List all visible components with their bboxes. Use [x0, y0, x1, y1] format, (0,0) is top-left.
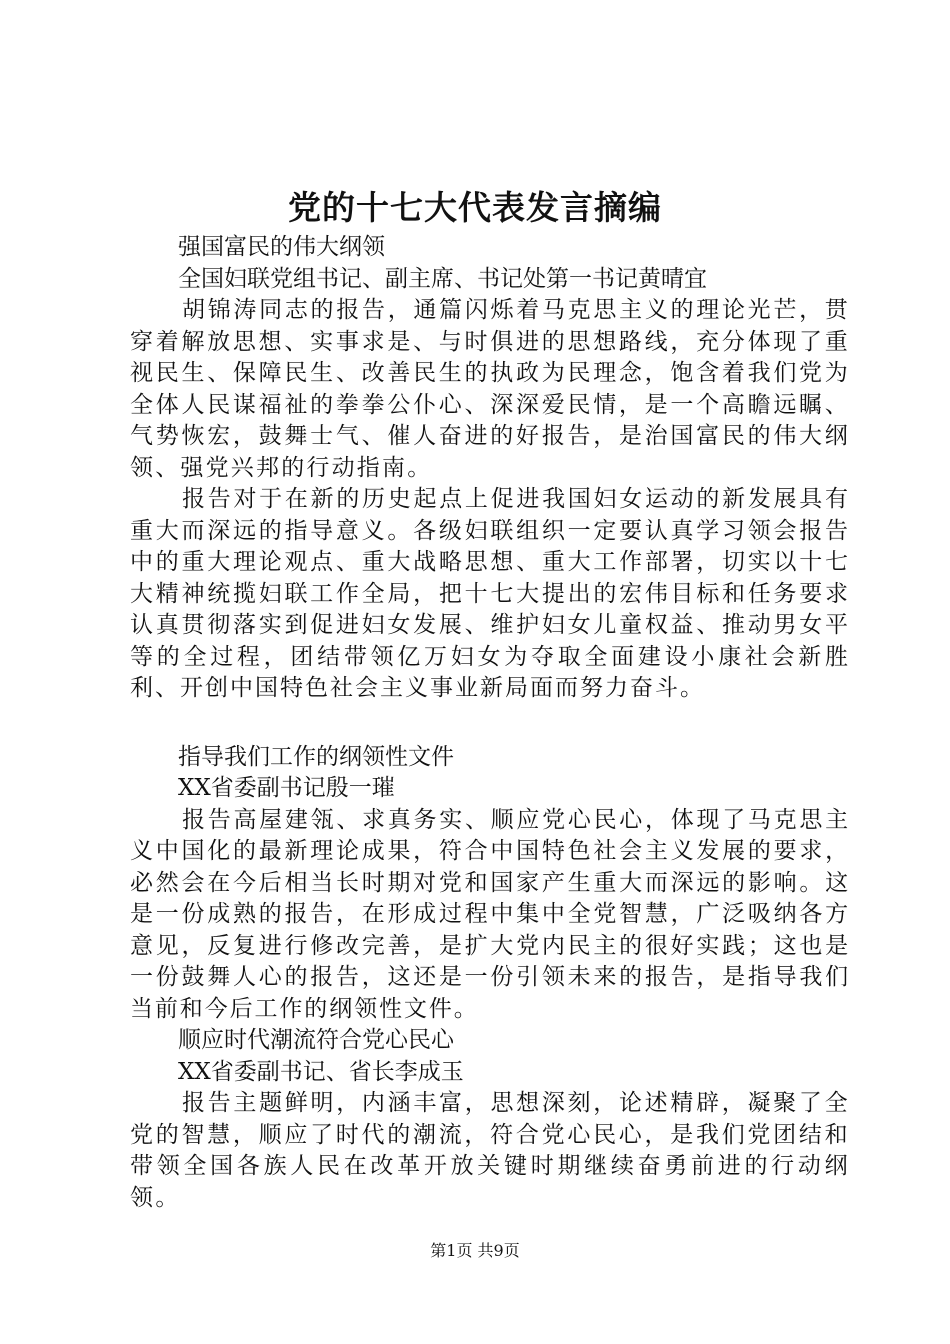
- section-speaker: XX省委副书记殷一璀: [178, 775, 395, 801]
- body-paragraph: 报告对于在新的历史起点上促进我国妇女运动的新发展具有重大而深远的指导意义。各级妇联组织一定要认真学习领会报告中的重大理论观点、重大战略思想、重大工作部署，切实以十七大精神统揽妇联工作全局，把十七大提出的宏伟目标和任务要求认真贯彻落实到促进妇女发展、维护妇女儿童权益、推动男女平等的全过程，团结带领亿万妇女为夺取全面建设小康社会新胜利、开创中国特色社会主义事业新局面而努力奋斗。: [130, 486, 850, 701]
- section-1: [130, 232, 850, 705]
- section-3: [130, 1025, 850, 1214]
- section-2: [130, 742, 850, 1026]
- document-title: 党的十七大代表发言摘编: [288, 188, 662, 227]
- section-speaker: 全国妇联党组书记、副主席、书记处第一书记黄晴宜: [178, 265, 707, 292]
- section-spacer: [130, 705, 850, 742]
- body-paragraph: 报告高屋建瓴、求真务实、顺应党心民心，体现了马克思主义中国化的最新理论成果，符合中国特色社会主义发展的要求，必然会在今后相当长时期对党和国家产生重大而深远的影响。这是一份成熟的报告，在形成过程中集中全党智慧，广泛吸纳各方意见，反复进行修改完善，是扩大党内民主的很好实践；这也是一份鼓舞人心的报告，这还是一份引领未来的报告，是指导我们当前和今后工作的纲领性文件。: [130, 806, 850, 1022]
- document-body: [130, 232, 850, 1214]
- section-heading: 指导我们工作的纲领性文件: [178, 743, 454, 770]
- page-number: 第1页 共9页: [430, 1241, 520, 1260]
- section-speaker: XX省委副书记、省长李成玉: [178, 1058, 464, 1085]
- section-heading: 顺应时代潮流符合党心民心: [178, 1027, 454, 1053]
- body-paragraph: 报告主题鲜明，内涵丰富，思想深刻，论述精辟，凝聚了全党的智慧，顺应了时代的潮流，符合党心民心，是我们党团结和带领全国各族人民在改革开放关键时期继续奋勇前进的行动纲领。: [130, 1090, 850, 1211]
- body-paragraph: 胡锦涛同志的报告，通篇闪烁着马克思主义的理论光芒，贯穿着解放思想、实事求是、与时俱进的思想路线，充分体现了重视民生、保障民生、改善民生的执政为民理念，饱含着我们党为全体人民谋福祉的拳拳公仆心、深深爱民情，是一个高瞻远瞩、气势恢宏，鼓舞士气、催人奋进的好报告，是治国富民的伟大纲领、强党兴邦的行动指南。: [130, 297, 850, 481]
- section-heading: 强国富民的伟大纲领: [178, 234, 385, 260]
